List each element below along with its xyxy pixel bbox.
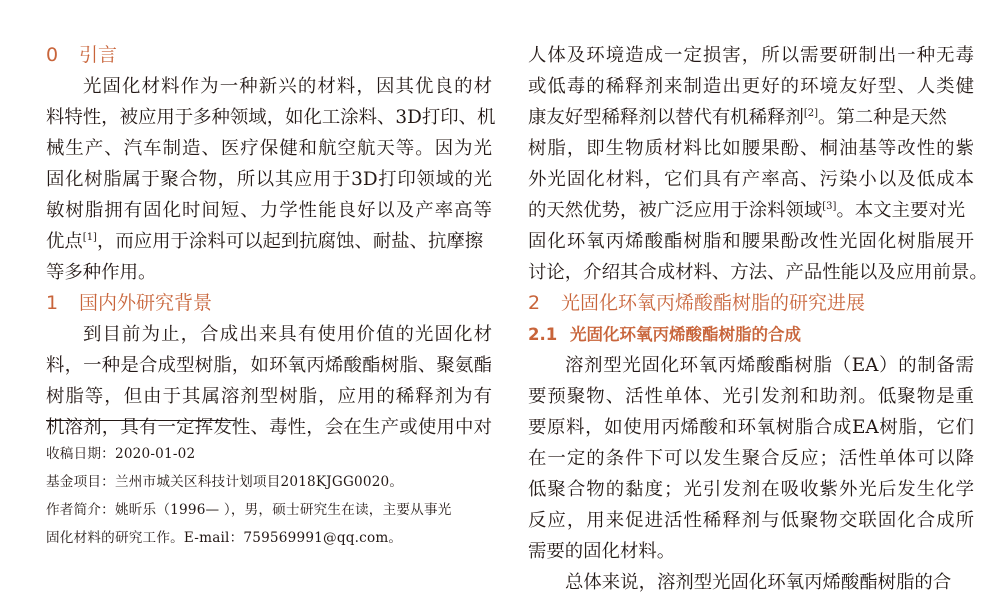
paragraph-line: 敏树脂拥有固化时间短、力学性能良好以及产率高等	[46, 200, 492, 221]
line-text: 。本文主要对光	[836, 200, 966, 221]
section-title: 引言	[79, 44, 118, 66]
paragraph-line	[528, 102, 974, 133]
paragraph-line: 外光固化材料，它们具有产率高、污染小以及低成本	[528, 169, 974, 190]
line-text: 优点	[46, 231, 83, 252]
paragraph-line: 要原料，如使用丙烯酸和环氧树脂合成EA树脂，它们	[528, 417, 974, 438]
footnotes	[46, 440, 492, 552]
right-column	[528, 40, 988, 598]
received-date: 收稿日期：2020-01-02	[46, 446, 196, 462]
author-bio: 作者简介：姚昕乐（1996— ），男，硕士研究生在读，主要从事光	[46, 502, 452, 518]
section-title: 光固化环氧丙烯酸酯树脂的研究进展	[561, 292, 866, 314]
paragraph-line: 讨论，介绍其合成材料、方法、产品性能以及应用前景。	[528, 262, 988, 283]
citation-ref[interactable]: [2]	[803, 108, 819, 119]
subsection-title: 光固化环氧丙烯酸酯树脂的合成	[570, 325, 801, 344]
paragraph-line	[46, 226, 492, 257]
paragraph-line: 树脂，即生物质材料比如腰果酚、桐油基等改性的紫	[528, 138, 974, 159]
paragraph-line	[528, 195, 974, 226]
section-number: 0	[46, 44, 59, 66]
line-text: 的天然优势，被广泛应用于涂料领域	[528, 200, 823, 221]
paragraph-line: 料特性，被应用于多种领域，如化工涂料、3D打印、机	[46, 107, 496, 128]
section-number: 2	[528, 292, 541, 314]
section-heading-background	[46, 288, 492, 319]
paragraph-line: 总体来说，溶剂型光固化环氧丙烯酸酯树脂的合	[565, 572, 952, 593]
paragraph-line: 反应，用来促进活性稀释剂与低聚物交联固化合成所	[528, 510, 974, 531]
paragraph-line: 到目前为止，合成出来具有使用价值的光固化材	[83, 324, 492, 345]
line-text: 康友好型稀释剂以替代有机稀释剂	[528, 107, 804, 128]
paragraph-line: 固化树脂属于聚合物，所以其应用于3D打印领域的光	[46, 169, 492, 190]
citation-ref[interactable]: [1]	[82, 232, 97, 243]
left-column	[46, 40, 496, 443]
paragraph-line: 料，一种是合成型树脂，如环氧丙烯酸酯树脂、聚氨酯	[46, 355, 492, 376]
paragraph-line: 机溶剂，具有一定挥发性、毒性，会在生产或使用中对	[46, 417, 492, 438]
paragraph-line: 械生产、汽车制造、医疗保健和航空航天等。因为光	[46, 138, 492, 159]
paragraph-line: 人体及环境造成一定损害，所以需要研制出一种无毒	[528, 45, 974, 66]
paragraph-line: 等多种作用。	[46, 262, 157, 283]
paragraph-line: 溶剂型光固化环氧丙烯酸酯树脂（EA）的制备需	[565, 355, 974, 376]
section-title: 国内外研究背景	[79, 292, 213, 314]
line-text: ，而应用于涂料可以起到抗腐蚀、耐盐、抗摩擦	[96, 231, 484, 252]
fund-project: 基金项目：兰州市城关区科技计划项目2018KJGG0020。	[46, 474, 404, 490]
paragraph-line: 在一定的条件下可以发生聚合反应；活性单体可以降	[528, 448, 974, 469]
paragraph-line: 低聚合物的黏度；光引发剂在吸收紫外光后发生化学	[528, 479, 974, 500]
section-number: 1	[46, 292, 59, 314]
subsection-heading-synthesis	[528, 319, 974, 350]
paragraph-line: 树脂等，但由于其属溶剂型树脂，应用的稀释剂为有	[46, 386, 492, 407]
paragraph-line: 或低毒的稀释剂来制造出更好的环境友好型、人类健	[528, 76, 974, 97]
citation-ref[interactable]: [3]	[822, 201, 837, 212]
author-bio-cont: 固化材料的研究工作。E-mail：759569991@qq.com。	[46, 530, 403, 546]
paragraph-line: 固化环氧丙烯酸酯树脂和腰果酚改性光固化树脂展开	[528, 231, 974, 252]
paragraph-line: 要预聚物、活性单体、光引发剂和助剂。低聚物是重	[528, 386, 974, 407]
footnote-divider	[46, 420, 236, 421]
section-heading-intro	[46, 40, 492, 71]
line-text: 。第二种是天然	[818, 107, 947, 128]
section-heading-progress	[528, 288, 974, 319]
paragraph-line: 需要的固化材料。	[528, 541, 676, 562]
subsection-number: 2.1	[528, 325, 558, 344]
paragraph-line: 光固化材料作为一种新兴的材料，因其优良的材	[83, 76, 492, 97]
